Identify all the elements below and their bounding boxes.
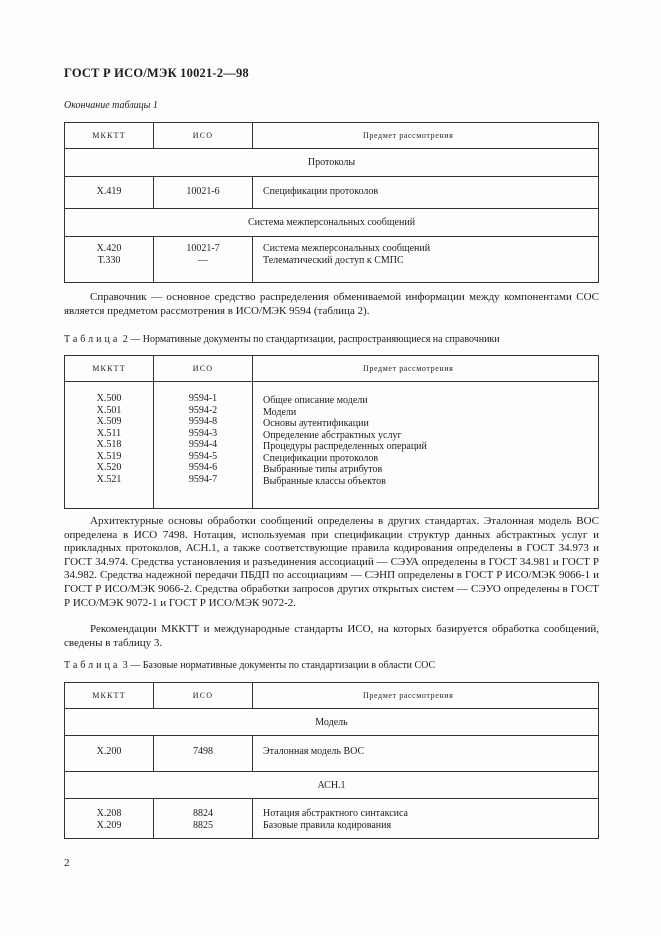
section-title: Модель [65, 709, 599, 736]
cell-iso: 10021-6 [154, 177, 253, 209]
cell-iso: 8824 8825 [154, 799, 253, 839]
table-row [65, 237, 599, 283]
page-number: 2 [64, 857, 70, 869]
table-row [65, 736, 599, 772]
section-title: Система межперсональных сообщений [65, 209, 599, 237]
table-2 [64, 355, 599, 509]
cell-mkktt: X.419 [65, 177, 154, 209]
paragraph-recommendations: Рекомендации МККТТ и международные стандарты ИСО, на которых базируется обработка сообщений, сведены в таблицу 3. [64, 623, 599, 649]
col-header-mkktt: МККТТ [65, 356, 154, 382]
table1-continuation-caption: Окончание таблицы 1 [64, 100, 158, 111]
table3-caption: Таблица 3 — Базовые нормативные документы по стандартизации в области СОС [64, 660, 436, 671]
paragraph-directory: Справочник — основное средство распределения обмениваемой информации между компонентами СОС является предметом рассмотрения в ИСО/МЭК 9594 (таблица 2). [64, 291, 599, 317]
document-title: ГОСТ Р ИСО/МЭК 10021-2—98 [64, 66, 249, 80]
col-header-mkktt: МККТТ [65, 123, 154, 149]
col-header-subject: Предмет рассмотрения [253, 356, 599, 382]
cell-subject: Эталонная модель ВОС [253, 736, 599, 772]
col-header-iso: ИСО [154, 123, 253, 149]
cell-mkktt: X.200 [65, 736, 154, 772]
cell-iso: 10021-7 — [154, 237, 253, 283]
table-row [65, 177, 599, 209]
section-title: АСН.1 [65, 772, 599, 799]
cell-mkktt: X.500 X.501 X.509 X.511 X.518 X.519 X.520 X.521 [65, 382, 154, 509]
table-1 [64, 122, 599, 283]
col-header-mkktt: МККТТ [65, 683, 154, 709]
table-3 [64, 682, 599, 839]
cell-mkktt: X.420 T.330 [65, 237, 154, 283]
table2-caption: Таблица 2 — Нормативные документы по стандартизации, распространяющиеся на справочники [64, 334, 500, 345]
cell-subject: Спецификации протоколов [253, 177, 599, 209]
col-header-subject: Предмет рассмотрения [253, 123, 599, 149]
section-title: Протоколы [65, 149, 599, 177]
cell-subject: Общее описание модели Модели Основы аутентификации Определение абстрактных услуг Процедуры распределенных операций Спецификации протоколов Выбранные типы атрибутов Выбранные классы объектов [253, 382, 599, 509]
cell-subject: Нотация абстрактного синтаксиса Базовые правила кодирования [253, 799, 599, 839]
cell-iso: 9594-1 9594-2 9594-8 9594-3 9594-4 9594-5 9594-6 9594-7 [154, 382, 253, 509]
table-row [65, 799, 599, 839]
table-row [65, 382, 599, 509]
cell-iso: 7498 [154, 736, 253, 772]
col-header-subject: Предмет рассмотрения [253, 683, 599, 709]
col-header-iso: ИСО [154, 683, 253, 709]
cell-subject: Система межперсональных сообщений Телематический доступ к СМПС [253, 237, 599, 283]
cell-mkktt: X.208 X.209 [65, 799, 154, 839]
paragraph-architecture: Архитектурные основы обработки сообщений определены в других стандартах. Эталонная модель ВОС определена в ИСО 7498. Нотация, используемая при спецификации структур данных абстрактных услуг и прикладных протоколов, АСН.1, а также соответствующие правила кодирования определены в ГОСТ 34.973 и ГОСТ 34.974. Средства установления и разъединения ассоциаций — СЭУА определены в ГОСТ 34.981 и ГОСТ Р 34.982. Средства надежной передачи ПБДП по ассоциациям — СЭНП определены в ГОСТ Р ИСО/МЭК 9066-1 и ГОСТ Р ИСО/МЭК 9066-2. Средства обработки запросов других открытых систем — СЭУО определены в ГОСТ Р ИСО/МЭК 9072-1 и ГОСТ Р ИСО/МЭК 9072-2. [64, 515, 599, 609]
col-header-iso: ИСО [154, 356, 253, 382]
